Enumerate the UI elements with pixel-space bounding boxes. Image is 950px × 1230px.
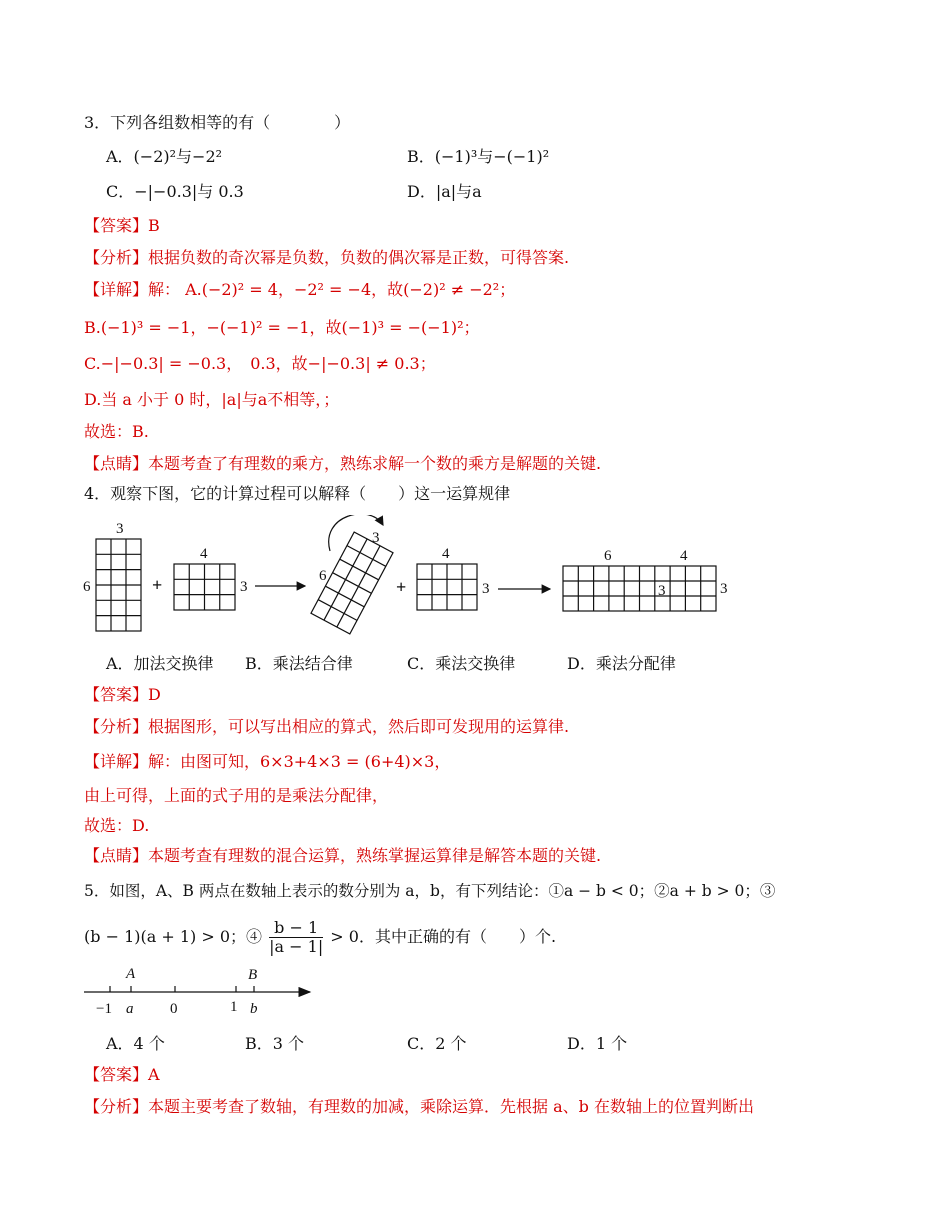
fig-label-1: 3 — [116, 521, 124, 537]
q3-option-a: A．(−2)²与−2² — [106, 147, 223, 166]
fig-label-8: 3 — [482, 581, 490, 597]
fig-label-3: 4 — [200, 546, 208, 562]
fig-label-10: 4 — [680, 548, 688, 564]
q5-number-line — [80, 962, 330, 1022]
q3-comment: 【点睛】本题考查了有理数的乘方，熟练求解一个数的乘方是解题的关键. — [84, 454, 602, 473]
q4-analysis: 【分析】根据图形，可以写出相应的算式，然后即可发现用的运算律. — [84, 717, 570, 736]
q4-option-b: B．乘法结合律 — [245, 654, 353, 673]
q5-option-c: C．2 个 — [407, 1034, 467, 1053]
q3-stem: 3．下列各组数相等的有（ ） — [84, 113, 351, 132]
label-b: b — [250, 1001, 258, 1017]
fig-label-6: 6 — [319, 568, 327, 584]
fig-label-2: 6 — [83, 579, 91, 595]
q4-comment: 【点睛】本题考查有理数的混合运算，熟练掌握运算律是解答本题的关键. — [84, 846, 602, 865]
q5-option-a: A．4 个 — [106, 1034, 165, 1053]
plus-sign-1: + — [152, 575, 163, 595]
q3-option-d: D．|a|与a — [407, 182, 482, 201]
q5-fraction — [269, 919, 323, 956]
q3-choose: 故选：B. — [84, 422, 149, 441]
label-zero: 0 — [170, 1001, 178, 1017]
fig-label-7: 4 — [442, 546, 450, 562]
q3-analysis: 【分析】根据负数的奇次幂是负数，负数的偶次幂是正数，可得答案. — [84, 248, 570, 267]
q3-option-b: B．(−1)³与−(−1)² — [407, 147, 550, 166]
q5-stem-2b: > 0．其中正确的有（ ）个. — [330, 927, 557, 946]
q4-detail-2: 由上可得，上面的式子用的是乘法分配律， — [84, 786, 389, 805]
q3-detail-1: 【详解】解： A.(−2)² = 4，−2² = −4，故(−2)² ≠ −2²； — [84, 280, 516, 299]
grid-4x3-b — [417, 564, 477, 610]
q5-frac-num: b − 1 — [269, 919, 323, 938]
plus-sign-2: + — [396, 577, 407, 597]
q4-answer: 【答案】D — [84, 685, 161, 704]
q3-detail-3: C.−|−0.3| = −0.3， 0.3，故−|−0.3| ≠ 0.3； — [84, 354, 436, 373]
q4-detail-1: 【详解】解：由图可知，6×3+4×3 = (6+4)×3， — [84, 752, 451, 771]
q5-analysis: 【分析】本题主要考查了数轴，有理数的加减，乘除运算．先根据 a、b 在数轴上的位置判断出 — [84, 1097, 754, 1116]
label-one: 1 — [230, 999, 238, 1015]
q5-stem-2 — [84, 918, 556, 956]
q5-stem-2a: (b − 1)(a + 1) > 0；④ — [84, 927, 263, 946]
q3-option-c: C．−|−0.3|与 0.3 — [106, 182, 244, 201]
q5-option-b: B．3 个 — [245, 1034, 305, 1053]
fig-label-12: 3 — [720, 581, 728, 597]
fig-label-11: 3 — [658, 583, 666, 599]
fig-label-5: 3 — [372, 530, 380, 546]
q4-stem: 4．观察下图，它的计算过程可以解释（ ）这一运算规律 — [84, 484, 511, 503]
fig-label-4: 3 — [240, 579, 248, 595]
q4-choose: 故选：D. — [84, 816, 150, 835]
q4-figure — [80, 515, 760, 645]
q5-option-d: D．1 个 — [567, 1034, 628, 1053]
grid-3x6 — [96, 539, 141, 631]
grid-combined — [563, 566, 716, 611]
label-a: a — [126, 1001, 134, 1017]
fig-label-9: 6 — [604, 548, 612, 564]
q4-option-a: A．加法交换律 — [106, 654, 214, 673]
point-b-label: B — [248, 967, 258, 983]
q5-stem-1: 5．如图，A、B 两点在数轴上表示的数分别为 a，b，有下列结论：①a − b < 0；②a + b > 0；③ — [84, 882, 776, 900]
q3-detail-4: D.当 a 小于 0 时，|a|与a不相等，； — [84, 390, 340, 409]
q5-answer: 【答案】A — [84, 1065, 160, 1084]
q3-detail-2: B.(−1)³ = −1，−(−1)² = −1，故(−1)³ = −(−1)²； — [84, 318, 480, 337]
q3-answer: 【答案】B — [84, 216, 160, 235]
point-a-label: A — [126, 966, 136, 982]
label-minus-one: −1 — [96, 1001, 112, 1017]
grid-4x3-a — [174, 564, 235, 610]
q5-frac-den: |a − 1| — [269, 937, 324, 956]
q4-option-c: C．乘法交换律 — [407, 654, 516, 673]
q4-option-d: D．乘法分配律 — [567, 654, 676, 673]
